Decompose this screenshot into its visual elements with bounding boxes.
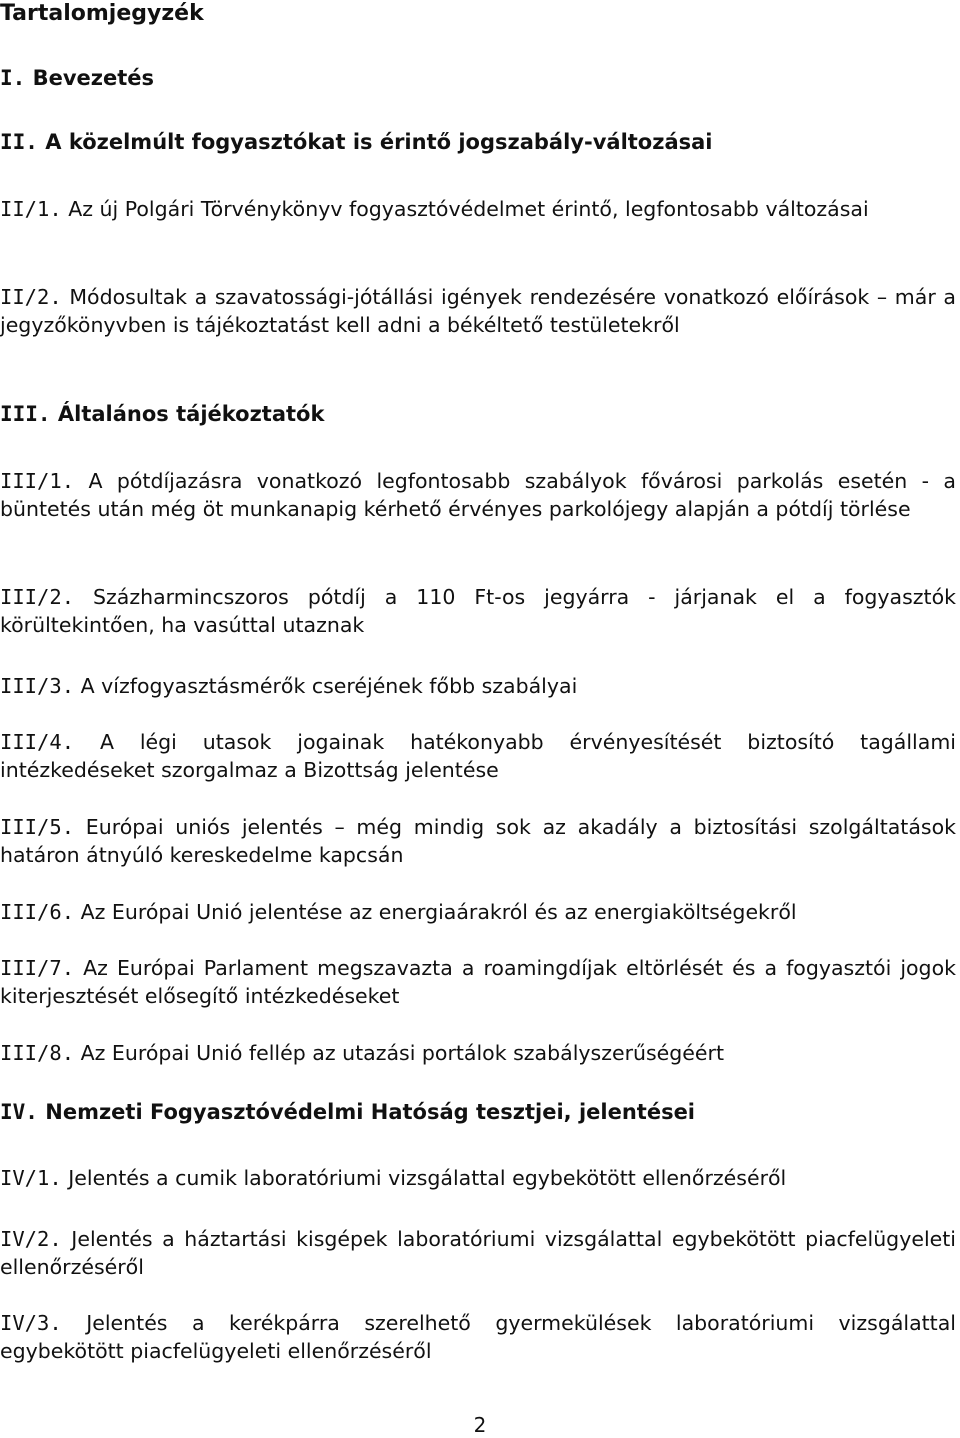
section-heading-3 [0,400,324,428]
entry-number: III/2. [0,585,75,609]
section-title: Bevezetés [32,66,155,90]
toc-entry [0,583,956,639]
entry-number: II/2. [0,285,62,309]
toc-entry [0,1225,956,1281]
entry-text: Az új Polgári Törvénykönyv fogyasztóvédelmet érintő, legfontosabb változásai [68,197,869,221]
entry-number: III/4. [0,730,75,754]
section-title: Nemzeti Fogyasztóvédelmi Hatóság tesztjei, jelentései [45,1100,696,1124]
entry-text: Az Európai Unió jelentése az energiaárakról és az energiaköltségekről [80,900,797,924]
entry-text: Jelentés a háztartási kisgépek laboratóriumi vizsgálattal egybekötött piacfelügyeleti ellenőrzéséről [0,1227,956,1279]
entry-text: Jelentés a cumik laboratóriumi vizsgálattal egybekötött ellenőrzéséről [68,1166,787,1190]
toc-entry [0,467,956,523]
entry-text: A pótdíjazásra vonatkozó legfontosabb szabályok fővárosi parkolás esetén - a büntetés után még öt munkanapig kérhető érvényes parkolójegy alapján a pótdíj törlése [0,469,956,521]
section-heading-1 [0,64,154,92]
entry-number: IV/1. [0,1166,62,1190]
toc-title: Tartalomjegyzék [0,1,204,26]
section-number: IV. [0,1100,38,1124]
entry-text: Jelentés a kerékpárra szerelhető gyermekülések laboratóriumi vizsgálattal egybekötött piacfelügyeleti ellenőrzéséről [0,1311,956,1363]
toc-entry [0,1309,956,1365]
entry-text: A vízfogyasztásmérők cseréjének főbb szabályai [80,674,578,698]
toc-entry [0,813,956,869]
entry-text: A légi utasok jogainak hatékonyabb érvényesítését biztosító tagállami intézkedéseket szorgalmaz a Bizottság jelentése [0,730,956,782]
entry-number: III/1. [0,469,75,493]
toc-entry [0,954,956,1010]
toc-entry [0,672,956,700]
section-title: A közelmúlt fogyasztókat is érintő jogszabály-változásai [45,130,713,154]
entry-text: Az Európai Unió fellép az utazási portálok szabályszerűségéért [80,1041,724,1065]
entry-text: Módosultak a szavatossági-jótállási igények rendezésére vonatkozó előírások – már a jegyzőkönyvben is tájékoztatást kell adni a békéltető testületekről [0,285,956,337]
entry-number: II/1. [0,197,62,221]
toc-entry [0,1164,956,1192]
entry-text: Az Európai Parlament megszavazta a roamingdíjak eltörlését és a fogyasztói jogok kiterjesztését elősegítő intézkedéseket [0,956,956,1008]
entry-number: IV/2. [0,1227,62,1251]
entry-number: III/5. [0,815,75,839]
toc-entry [0,898,956,926]
entry-number: III/8. [0,1041,75,1065]
toc-entry [0,1039,956,1067]
entry-number: III/7. [0,956,75,980]
entry-text: Európai uniós jelentés – még mindig sok az akadály a biztosítási szolgáltatások határon átnyúló kereskedelme kapcsán [0,815,956,867]
section-heading-2 [0,128,713,156]
section-number: III. [0,402,51,426]
section-title: Általános tájékoztatók [57,402,325,426]
toc-entry [0,728,956,784]
section-number: II. [0,130,38,154]
section-number: I. [0,66,26,90]
entry-number: IV/3. [0,1311,62,1335]
entry-number: III/3. [0,674,75,698]
entry-number: III/6. [0,900,75,924]
section-heading-4 [0,1098,695,1126]
toc-entry [0,283,956,339]
page-number: 2 [473,1413,487,1437]
entry-text: Százharmincszoros pótdíj a 110 Ft-os jegyárra - járjanak el a fogyasztók körültekintően, ha vasúttal utaznak [0,585,956,637]
toc-entry [0,195,956,223]
